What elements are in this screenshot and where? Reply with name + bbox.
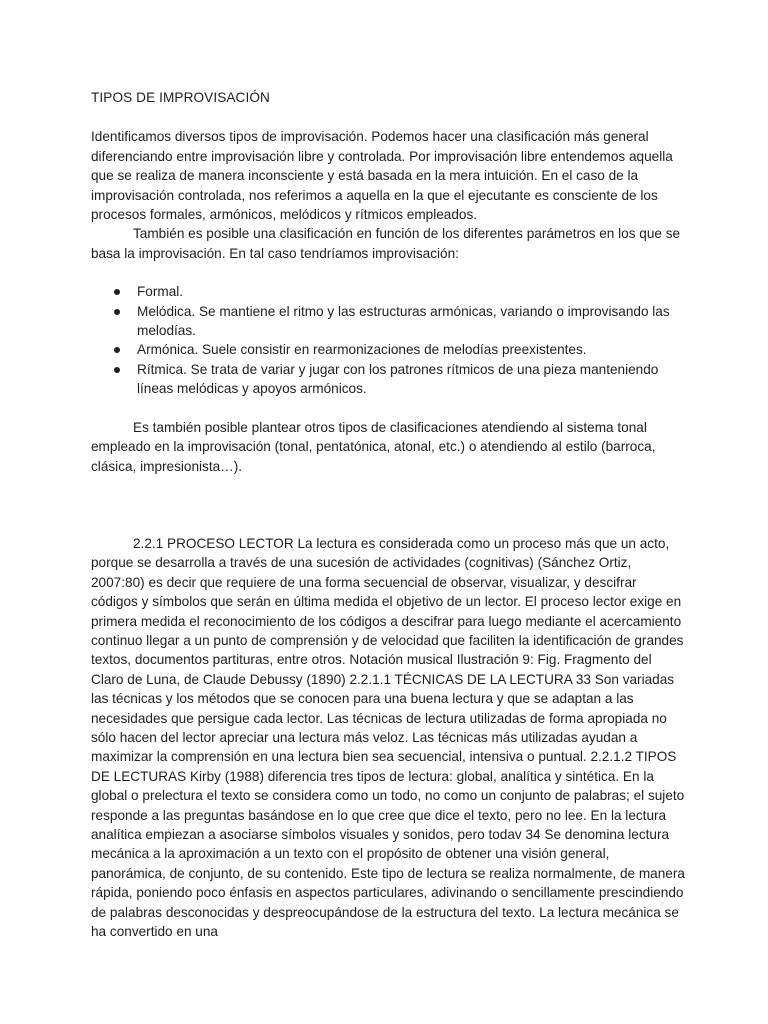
list-item-text: Armónica. Suele consistir en rearmonizaciones de melodías preexistentes. [137, 342, 587, 358]
improvisation-types-list [91, 282, 686, 398]
bullet-icon [114, 347, 120, 353]
list-item-text: Rítmica. Se trata de variar y jugar con los patrones rítmicos de una pieza manteniendo líneas melódicas y apoyos armónicos. [137, 361, 659, 397]
second-paragraph: También es posible una clasificación en función de los diferentes parámetros en los que se basa la improvisación. En tal caso tendríamos improvisación: [91, 226, 681, 261]
document-title: TIPOS DE IMPROVISACIÓN [91, 90, 270, 105]
third-paragraph: Es también posible plantear otros tipos de clasificaciones atendiendo al sistema tonal empleado en la improvisación (tonal, pentatónica, atonal, etc.) o atendiendo al estilo (barroca, clásica, impresionista…). [91, 419, 656, 474]
document-page [91, 88, 686, 941]
list-item [91, 282, 686, 301]
bullet-icon [114, 367, 120, 373]
list-item [91, 302, 686, 341]
fourth-paragraph: 2.2.1 PROCESO LECTOR La lectura es considerada como un proceso más que un acto, porque se desarrolla a través de una sucesión de actividades (cognitivas) (Sánchez Ortiz, 2007:80) es decir que requiere de una forma secuencial de observar, visualizar, y descifrar códigos y símbolos que serán en última medida el objetivo de un lector. El proceso lector exige en primera medida el reconocimiento de los códigos a descifrar para luego mediante el acercamiento continuo llegar a un punto de comprensión y de velocidad que faciliten la identificación de grandes textos, documentos partituras, entre otros. Notación musical Ilustración 9: Fig. Fragmento del Claro de Luna, de Claude Debussy (1890) 2.2.1.1 TÉCNICAS DE LA LECTURA 33 Son variadas las técnicas y los métodos que se conocen para una buena lectura y que se adaptan a las necesidades que persigue cada lector. Las técnicas de lectura utilizadas de forma apropiada no sólo hacen del lector apreciar una lectura más veloz. Las técnicas más utilizadas ayudan a maximizar la comprensión en una lectura bien sea secuencial, intensiva o puntual. 2.2.1.2 TIPOS DE LECTURAS Kirby (1988) diferencia tres tipos de lectura: global, analítica y sintética. En la global o prelectura el texto se considera como un todo, no como un conjunto de palabras; el sujeto responde a las preguntas basándose en lo que cree que dice el texto, pero no lee. En la lectura analítica empiezan a asociarse símbolos visuales y sonidos, pero todav 34 Se denomina lectura mecánica a la aproximación a un texto con el propósito de obtener una visión general, panorámica, de conjunto, de su contenido. Este tipo de lectura se realiza normalmente, de manera rápida, poniendo poco énfasis en aspectos particulares, adivinando o sencillamente prescindiendo de palabras desconocidas y despreocupándose de la estructura del texto. La lectura mecánica se ha convertido en una [91, 535, 685, 940]
intro-paragraph: Identificamos diversos tipos de improvisación. Podemos hacer una clasificación más general diferenciando entre improvisación libre y controlada. Por improvisación libre entendemos aquella que se realiza de manera inconsciente y está basada en la mera intuición. En el caso de la improvisación controlada, nos referimos a aquella en la que el ejecutante es consciente de los procesos formales, armónicos, melódicos y rítmicos empleados. [91, 129, 673, 223]
list-item [91, 360, 686, 399]
list-item-text: Formal. [137, 284, 184, 300]
bullet-icon [114, 309, 120, 315]
bullet-icon [114, 289, 120, 295]
list-item [91, 340, 686, 359]
list-item-text: Melódica. Se mantiene el ritmo y las estructuras armónicas, variando o improvisando las melodías. [137, 303, 670, 339]
section-spacer [91, 476, 686, 534]
